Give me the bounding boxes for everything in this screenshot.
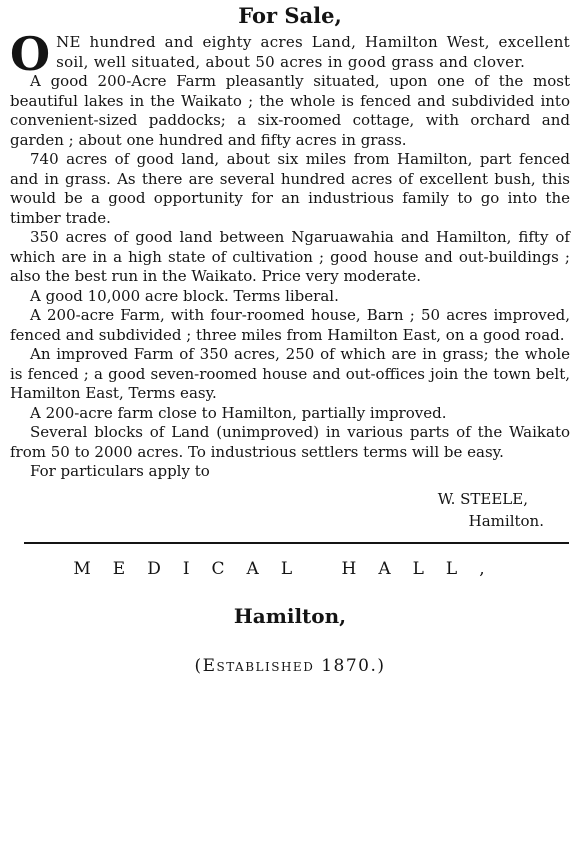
town-heading: Hamilton, xyxy=(233,603,347,628)
medical-hall-heading: MEDICAL HALL, xyxy=(73,558,507,579)
listing-paragraph: A 200-acre farm close to Hamilton, partially improved. xyxy=(30,403,447,422)
listing-paragraph: A 200-acre Farm, with four-roomed house, Barn ; 50 acres improved, fenced and subdivided ; three miles from Hamilton East, on a good road. xyxy=(10,306,570,344)
listing-paragraph: Several blocks of Land (unimproved) in various parts of the Waikato from 50 to 2000 acres. To industrious settlers terms will be easy. xyxy=(10,423,570,461)
signature xyxy=(10,488,570,532)
listing-paragraph: 350 acres of good land between Ngaruawahia and Hamilton, fifty of which are in a high state of cultivation ; good house and out-buildings ; also the best run in the Waikato. Price very moderate. xyxy=(10,228,570,285)
advert-body xyxy=(10,27,570,532)
established-line xyxy=(10,652,570,680)
listing-paragraph: A good 10,000 acre block. Terms liberal. xyxy=(30,286,339,305)
advert-heading: For Sale, xyxy=(238,3,342,28)
drop-cap: O xyxy=(10,27,51,81)
listing-paragraph: A good 200-Acre Farm pleasantly situated, upon one of the most beautiful lakes in the Waikato ; the whole is fenced and subdivided into convenient-sized paddocks; a six-roomed cottage, with orchard and garden ; about one hundred and fifty acres in grass. xyxy=(10,72,570,149)
newspaper-column xyxy=(10,0,570,680)
established-word: Established xyxy=(202,655,315,676)
apply-line: For particulars apply to xyxy=(30,462,210,480)
listing-paragraph: 740 acres of good land, about six miles from Hamilton, part fenced and in grass. As there are several hundred acres of excellent bush, this would be a good opportunity for an industrious family to go into the timber trade. xyxy=(10,150,570,227)
listing-paragraph: An improved Farm of 350 acres, 250 of which are in grass; the whole is fenced ; a good seven-roomed house and out-offices join the town belt, Hamilton East, Terms easy. xyxy=(10,345,570,402)
established-year: 1870.) xyxy=(314,655,386,676)
established-open: ( xyxy=(194,655,203,676)
lead-paragraph xyxy=(10,27,570,81)
signature-place: Hamilton. xyxy=(468,511,544,530)
signature-name: W. STEELE, xyxy=(437,489,528,508)
lead-text: NE hundred and eighty acres Land, Hamilton West, excellent soil, well situated, about 50 acres in good grass and clover. xyxy=(56,33,570,71)
column-rule xyxy=(24,542,569,544)
